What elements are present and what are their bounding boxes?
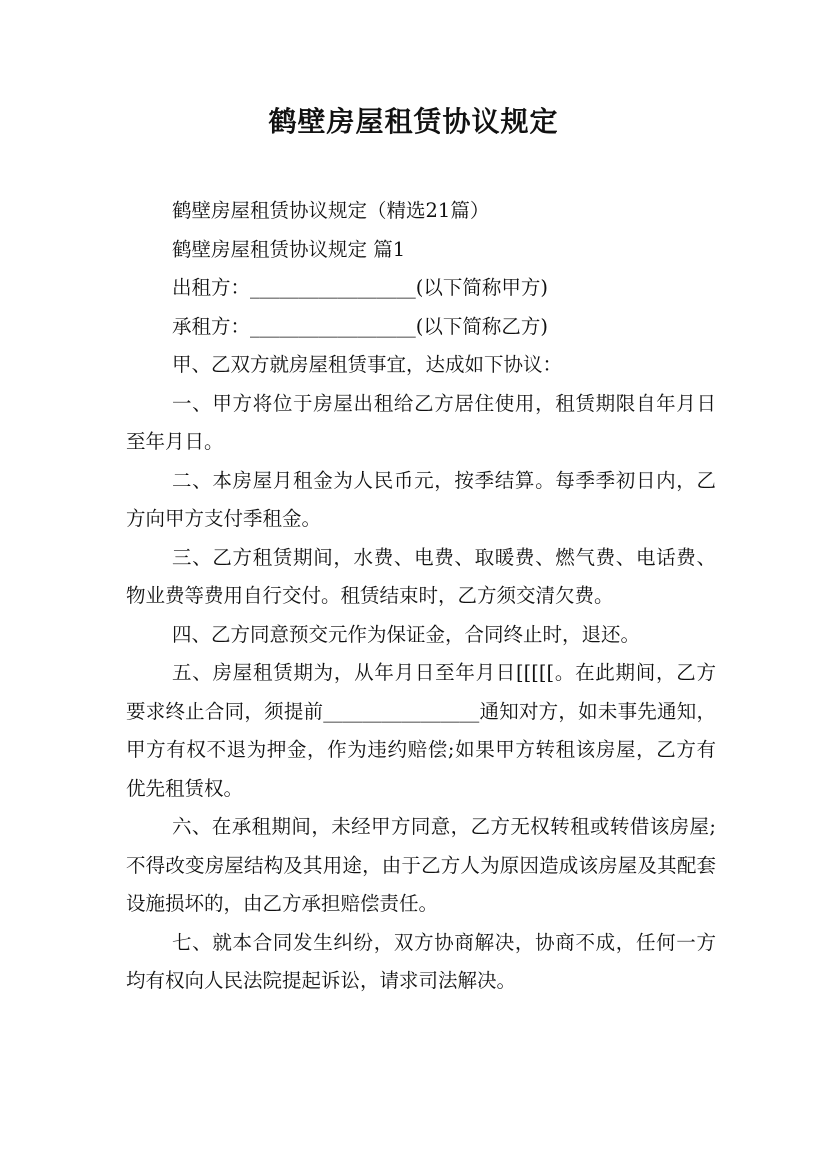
- paragraph-clause-5: 五、房屋租赁期为，从年月日至年月日[[[[[。在此期间，乙方要求终止合同，须提前________________通知对方，如未事先通知，甲方有权不退为押金，作为违约赔偿;如果甲方转租该房屋，乙方有优先租赁权。: [126, 661, 716, 800]
- paragraph-clause-3: 三、乙方租赁期间，水费、电费、取暖费、燃气费、电话费、物业费等费用自行交付。租赁结束时，乙方须交清欠费。: [126, 545, 716, 607]
- paragraph-lessee: 承租方：_________________(以下简称乙方): [172, 314, 548, 338]
- document-title: 鹤壁房屋租赁协议规定: [268, 105, 559, 138]
- paragraph-section-heading: 鹤壁房屋租赁协议规定 篇1: [172, 237, 406, 261]
- paragraph-lessor: 出租方：_________________(以下简称甲方): [172, 276, 548, 299]
- paragraph-clause-4: 四、乙方同意预交元作为保证金，合同终止时，退还。: [172, 622, 641, 646]
- paragraph-agreement-intro: 甲、乙双方就房屋租赁事宜，达成如下协议：: [172, 353, 563, 376]
- document-body: [126, 192, 716, 1001]
- paragraph-clause-2: 二、本房屋月租金为人民币元，按季结算。每季季初日内，乙方向甲方支付季租金。: [126, 468, 716, 530]
- paragraph-clause-1: 一、甲方将位于房屋出租给乙方居住使用，租赁期限自年月日至年月日。: [126, 391, 716, 453]
- paragraph-clause-6: 六、在承租期间，未经甲方同意，乙方无权转租或转借该房屋;不得改变房屋结构及其用途，由于乙方人为原因造成该房屋及其配套设施损坏的，由乙方承担赔偿责任。: [126, 815, 716, 915]
- paragraph-subtitle: 鹤壁房屋租赁协议规定（精选21篇）: [172, 199, 490, 222]
- paragraph-clause-7: 七、就本合同发生纠纷，双方协商解决，协商不成，任何一方均有权向人民法院提起诉讼，请求司法解决。: [126, 930, 716, 992]
